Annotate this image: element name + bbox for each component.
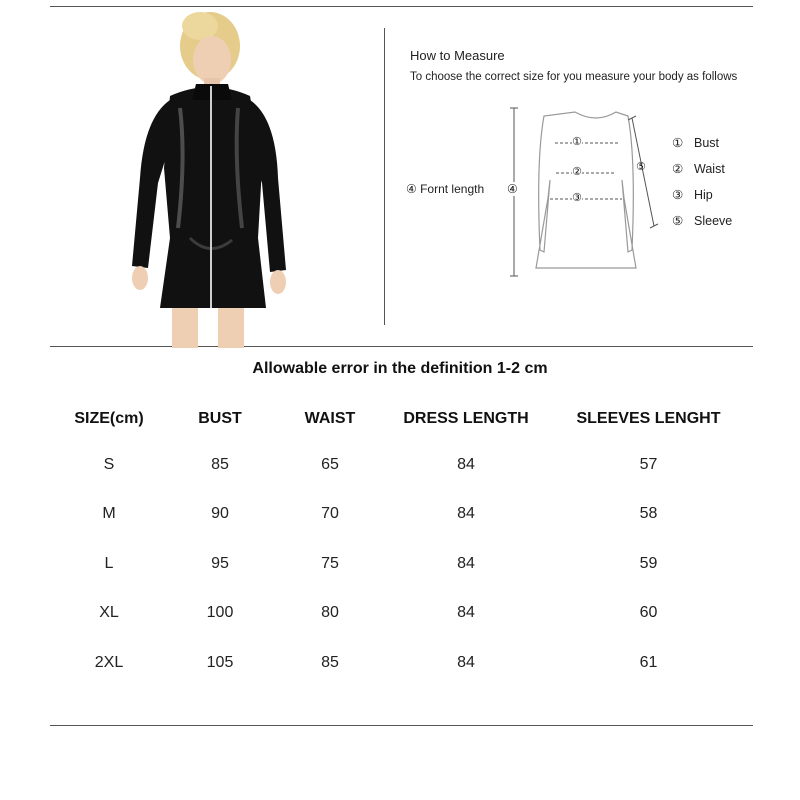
cell: 61: [639, 653, 658, 671]
cell: S: [103, 455, 115, 473]
table-row: [50, 539, 753, 589]
legend-item-bust: ① Bust: [672, 136, 720, 150]
header-sleeves-length: SLEEVES LENGHT: [576, 410, 721, 427]
model-photo: [110, 8, 300, 348]
cell: 90: [211, 505, 229, 523]
allowable-error-note: Allowable error in the definition 1-2 cm: [252, 360, 548, 377]
cell: 105: [206, 653, 234, 671]
front-length-marker: ④: [507, 182, 518, 196]
cell: 100: [206, 604, 234, 622]
cell: 75: [321, 554, 339, 572]
cell: 60: [639, 604, 658, 622]
header-size: SIZE(cm): [74, 410, 144, 427]
cell: 84: [457, 653, 475, 671]
top-divider: [50, 6, 753, 7]
cell: 70: [321, 505, 339, 523]
how-to-measure-title: How to Measure: [410, 48, 505, 63]
header-waist: WAIST: [304, 410, 356, 427]
cell: 84: [457, 505, 475, 523]
measure-legend: [672, 134, 732, 238]
cell: 85: [211, 455, 229, 473]
cell: 85: [321, 653, 339, 671]
front-length-label: ④ Fornt length: [406, 182, 485, 196]
waist-marker: ②: [572, 166, 582, 178]
legend-item-sleeve: ⑤ Sleeve: [672, 214, 733, 228]
table-row: [50, 638, 753, 688]
cell: 65: [321, 455, 339, 473]
cell: 84: [457, 455, 475, 473]
header-bust: BUST: [198, 410, 242, 427]
sleeve-marker: ⑤: [636, 161, 646, 173]
table-row: [50, 490, 753, 540]
bust-marker: ①: [572, 136, 582, 148]
cell: 57: [639, 455, 658, 473]
cell: L: [104, 554, 114, 572]
cell: 84: [457, 604, 475, 622]
cell: 2XL: [94, 653, 124, 671]
cell: XL: [99, 604, 119, 622]
legend-item-waist: ② Waist: [672, 162, 725, 176]
cell: 84: [457, 554, 475, 572]
hip-marker: ③: [572, 192, 582, 204]
cell: 59: [639, 554, 658, 572]
cell: 95: [211, 554, 229, 572]
table-header-row: [50, 398, 753, 440]
bottom-divider: [50, 725, 753, 726]
table-row: [50, 589, 753, 639]
table-row: [50, 440, 753, 490]
cell: M: [102, 505, 116, 523]
legend-item-hip: ③ Hip: [672, 188, 713, 202]
how-to-measure-subtitle: To choose the correct size for you measure your body as follows: [410, 71, 738, 83]
header-dress-length: DRESS LENGTH: [403, 410, 529, 427]
cell: 58: [639, 505, 658, 523]
vertical-divider: [384, 28, 385, 325]
cell: 80: [321, 604, 339, 622]
size-table: [50, 398, 753, 688]
